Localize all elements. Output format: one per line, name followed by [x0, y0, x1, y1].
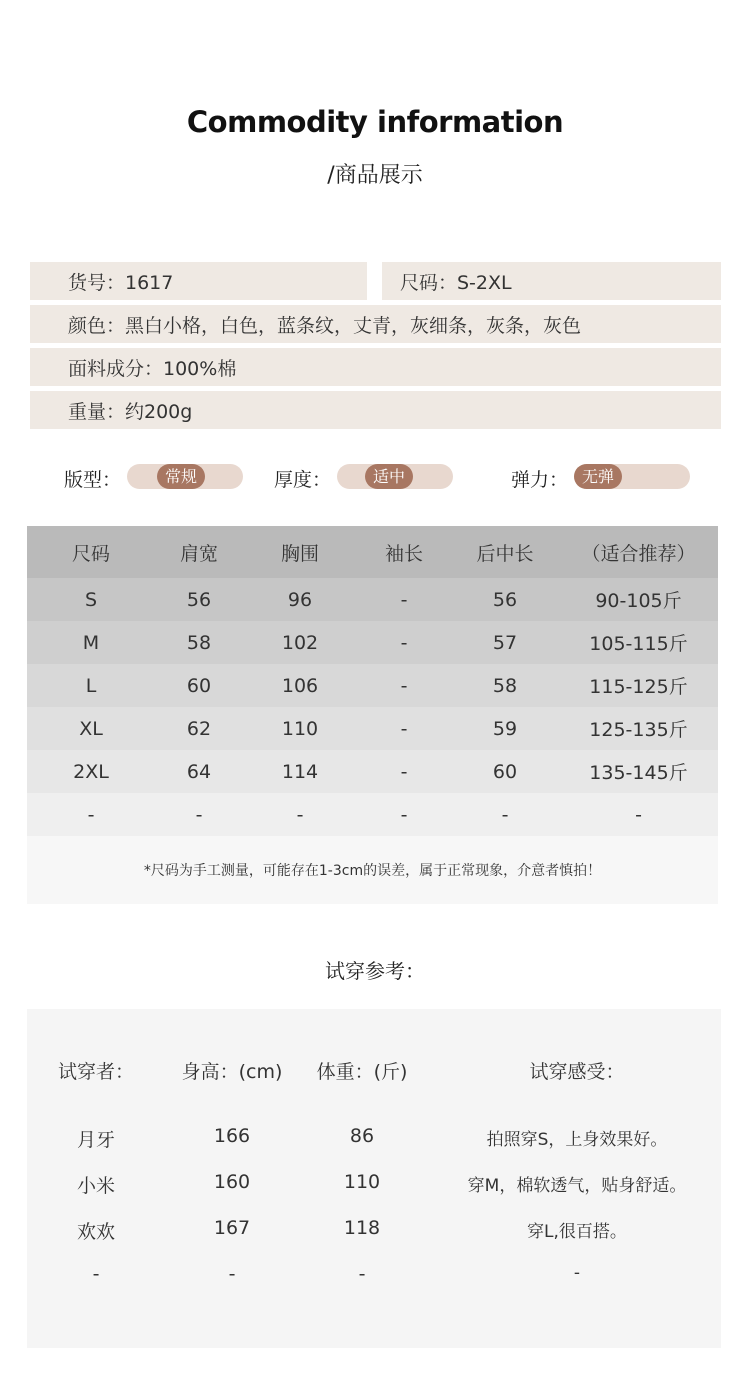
table-cell: 105-115斤	[589, 633, 688, 655]
table-row	[27, 707, 718, 750]
try-on-cell: -	[228, 1263, 236, 1285]
table-row	[27, 621, 718, 664]
info-colors: 颜色：黑白小格，白色，蓝条纹，丈青，灰细条，灰条，灰色	[30, 305, 721, 343]
table-cell: 57	[492, 631, 518, 654]
table-cell: 2XL	[73, 760, 109, 783]
try-on-cell: 小米	[76, 1175, 115, 1197]
try-header-feedback: 试穿感受：	[529, 1061, 625, 1083]
table-cell: S	[84, 588, 98, 611]
table-cell: 110	[281, 717, 319, 740]
table-cell: L	[85, 674, 97, 697]
header-recommended: （适合推荐）	[559, 526, 718, 578]
try-on-title: 试穿参考：	[325, 959, 425, 983]
attr-thickness-value: 适中	[365, 464, 413, 489]
table-cell: 56	[492, 588, 518, 611]
table-cell: -	[501, 803, 509, 826]
table-cell: 90-105斤	[595, 590, 682, 612]
table-cell: 59	[492, 717, 518, 740]
table-cell: XL	[79, 717, 103, 740]
attr-elasticity-value: 无弹	[574, 464, 622, 489]
table-cell: 125-135斤	[589, 719, 688, 741]
table-row	[27, 664, 718, 707]
table-cell: M	[82, 631, 100, 654]
header-shoulder: 肩宽	[155, 526, 243, 578]
try-on-cell: -	[358, 1263, 366, 1285]
info-size-range: 尺码：S-2XL	[382, 262, 721, 300]
table-cell: 106	[281, 674, 319, 697]
table-cell: 58	[492, 674, 518, 697]
table-cell: -	[635, 803, 642, 826]
attr-elasticity-label: 弹力：	[511, 469, 569, 491]
table-cell: 114	[281, 760, 319, 783]
info-fabric: 面料成分：100%棉	[30, 348, 721, 386]
header-chest: 胸围	[243, 526, 357, 578]
try-header-height: 身高：(cm)	[181, 1061, 283, 1083]
try-on-cell: 穿M，棉软透气，贴身舒适。	[467, 1176, 687, 1196]
table-cell: -	[400, 588, 408, 611]
try-on-panel	[27, 1009, 721, 1348]
table-cell: -	[400, 760, 408, 783]
table-cell: -	[400, 631, 408, 654]
attr-elasticity-scale	[574, 464, 690, 489]
table-cell: 58	[186, 631, 212, 654]
info-item-number: 货号：1617	[30, 262, 367, 300]
try-on-cell: 118	[343, 1217, 381, 1239]
attr-thickness-label: 厚度：	[274, 469, 332, 491]
try-on-cell: 166	[213, 1125, 251, 1147]
attr-fit-scale	[127, 464, 243, 489]
table-cell: 96	[287, 588, 313, 611]
page-title: Commodity information	[186, 105, 564, 139]
attr-thickness-scale	[337, 464, 453, 489]
try-on-cell: 167	[213, 1217, 251, 1239]
try-header-weight: 体重：(斤)	[316, 1061, 408, 1083]
table-cell: -	[400, 717, 408, 740]
attr-fit-value: 常规	[157, 464, 205, 489]
table-cell: 115-125斤	[589, 676, 688, 698]
table-cell: 60	[186, 674, 212, 697]
attr-fit-label: 版型：	[64, 469, 122, 491]
try-on-cell: -	[92, 1263, 100, 1285]
try-on-cell: 86	[349, 1125, 375, 1147]
table-cell: 60	[492, 760, 518, 783]
try-on-cell: 拍照穿S，上身效果好。	[486, 1130, 668, 1150]
table-cell: 64	[186, 760, 212, 783]
try-on-cell: -	[573, 1263, 581, 1283]
try-on-cell: 110	[343, 1171, 381, 1193]
table-row	[27, 750, 718, 793]
try-header-tester: 试穿者：	[57, 1061, 134, 1083]
table-cell: -	[87, 803, 95, 826]
table-cell: -	[296, 803, 304, 826]
table-cell: 56	[186, 588, 212, 611]
try-on-cell: 月牙	[76, 1129, 115, 1151]
table-cell: -	[400, 674, 408, 697]
try-on-cell: 160	[213, 1171, 251, 1193]
size-table-header	[27, 526, 718, 578]
try-on-cell: 欢欢	[76, 1221, 115, 1243]
table-cell: -	[400, 803, 408, 826]
table-cell: 102	[281, 631, 319, 654]
header-back-length: 后中长	[451, 526, 559, 578]
try-on-cell: 穿L,很百搭。	[527, 1222, 627, 1242]
measurement-note: *尺码为手工测量，可能存在1-3cm的误差，属于正常现象，介意者慎拍！	[27, 836, 718, 904]
table-row	[27, 793, 718, 836]
header-sleeve: 袖长	[357, 526, 451, 578]
page-subtitle: /商品展示	[327, 163, 423, 188]
table-row	[27, 578, 718, 621]
table-cell: 62	[186, 717, 212, 740]
size-table	[27, 526, 718, 836]
table-cell: -	[195, 803, 203, 826]
info-weight: 重量：约200g	[30, 391, 721, 429]
table-cell: 135-145斤	[589, 762, 688, 784]
header-size: 尺码	[27, 526, 155, 578]
